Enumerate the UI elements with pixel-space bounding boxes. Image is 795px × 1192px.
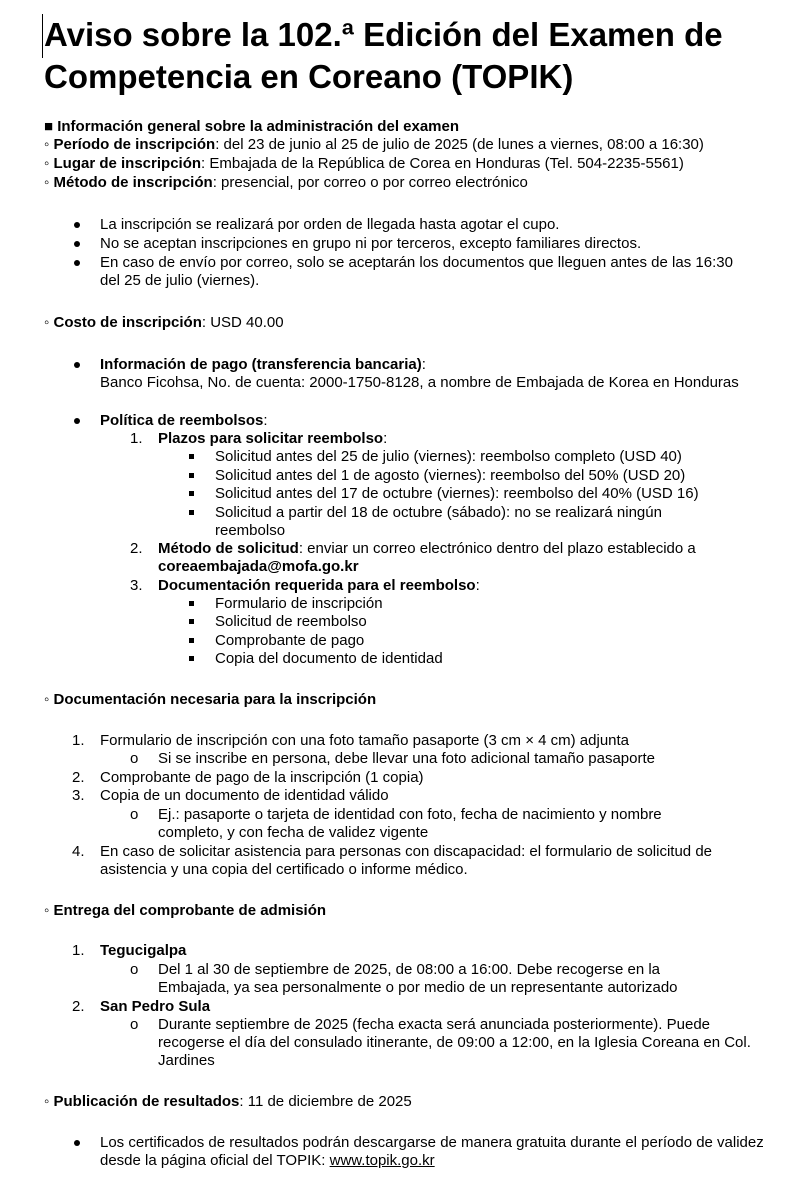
document-item: Copia de un documento de identidad válido	[100, 787, 389, 804]
document-subitem: Ej.: pasaporte o tarjeta de identidad con foto, fecha de nacimiento y nombre completo, y con fecha de validez vigente	[158, 806, 662, 841]
cost-line: ◦ Costo de inscripción: USD 40.00	[44, 314, 284, 331]
list-number: 1.	[130, 430, 143, 447]
deadline-item: Solicitud antes del 1 de agosto (viernes): reembolso del 50% (USD 20)	[215, 467, 686, 484]
refund-label: Política de reembolsos:	[100, 412, 268, 429]
deadline-item: Solicitud antes del 17 de octubre (viernes): reembolso del 40% (USD 16)	[215, 485, 699, 502]
city-tegucigalpa: Tegucigalpa	[100, 942, 187, 959]
list-number: 3.	[72, 787, 85, 804]
page-title: Aviso sobre la 102.ª Edición del Examen de Competencia en Coreano (TOPIK)	[44, 16, 723, 95]
bullet-dot	[74, 222, 80, 228]
deadline-item: Solicitud a partir del 18 de octubre (sábado): no se realizará ningún reembolso	[215, 504, 662, 539]
place-line: ◦ Lugar de inscripción: Embajada de la República de Corea en Honduras (Tel. 504-2235-5561)	[44, 155, 684, 172]
city-detail: Durante septiembre de 2025 (fecha exacta será anunciada posteriormente). Puede recogerse el día del consulado itinerante, de 09:00 a 12:00, en la Iglesia Coreana en Col. Jardines	[158, 1016, 751, 1069]
bullet-square	[189, 601, 194, 606]
refund-doc-item: Copia del documento de identidad	[215, 650, 443, 667]
topik-link[interactable]: www.topik.go.kr	[329, 1152, 435, 1169]
bullet-square	[189, 473, 194, 478]
results-line: ◦ Publicación de resultados: 11 de diciembre de 2025	[44, 1093, 412, 1110]
note-item: La inscripción se realizará por orden de llegada hasta agotar el cupo.	[100, 216, 560, 233]
list-number: 1.	[72, 942, 85, 959]
deadline-item: Solicitud antes del 25 de julio (viernes): reembolso completo (USD 40)	[215, 448, 682, 465]
list-number: 4.	[72, 843, 85, 860]
sub-bullet: o	[130, 961, 139, 978]
list-number: 2.	[130, 540, 143, 557]
note-item: En caso de envío por correo, solo se aceptarán los documentos que lleguen antes de las 16:30 del 25 de julio (viernes).	[100, 254, 733, 289]
list-number: 1.	[72, 732, 85, 749]
refund-docs-label: Documentación requerida para el reembolso:	[158, 577, 480, 594]
list-number: 3.	[130, 577, 143, 594]
payment-label: Información de pago (transferencia bancaria):	[100, 356, 426, 373]
documents-heading: ◦ Documentación necesaria para la inscripción	[44, 691, 377, 708]
refund-doc-item: Solicitud de reembolso	[215, 613, 367, 630]
list-number: 2.	[72, 998, 85, 1015]
refund-deadlines-label: Plazos para solicitar reembolso:	[158, 430, 388, 447]
bullet-square	[189, 510, 194, 515]
bullet-square	[189, 619, 194, 624]
document-item: En caso de solicitar asistencia para personas con discapacidad: el formulario de solicitud de asistencia y una copia del certificado o informe médico.	[100, 843, 713, 878]
bullet-square	[189, 656, 194, 661]
bullet-square	[189, 638, 194, 643]
note-item: No se aceptan inscripciones en grupo ni por terceros, excepto familiares directos.	[100, 235, 642, 252]
bullet-dot	[74, 241, 80, 247]
city-detail: Del 1 al 30 de septiembre de 2025, de 08:00 a 16:00. Debe recogerse en la Embajada, ya sea personalmente o por medio de un representante autorizado	[158, 961, 678, 996]
bullet-dot	[74, 1140, 80, 1146]
bullet-square	[189, 491, 194, 496]
city-san-pedro-sula: San Pedro Sula	[100, 998, 211, 1015]
refund-doc-item: Formulario de inscripción	[215, 595, 383, 612]
sub-bullet: o	[130, 806, 139, 823]
period-line: ◦ Período de inscripción: del 23 de junio al 25 de julio de 2025 (de lunes a viernes, 08:00 a 16:30)	[44, 136, 704, 153]
sub-bullet: o	[130, 1016, 139, 1033]
payment-detail: Banco Ficohsa, No. de cuenta: 2000-1750-8128, a nombre de Embajada de Korea en Honduras	[100, 374, 739, 391]
bullet-dot	[74, 362, 80, 368]
method-line: ◦ Método de inscripción: presencial, por correo o por correo electrónico	[44, 174, 528, 191]
refund-method: Método de solicitud: enviar un correo electrónico dentro del plazo establecido a	[158, 540, 696, 557]
document-subitem: Si se inscribe en persona, debe llevar una foto adicional tamaño pasaporte	[158, 750, 655, 767]
sub-bullet: o	[130, 750, 139, 767]
document-item: Formulario de inscripción con una foto tamaño pasaporte (3 cm × 4 cm) adjunta	[100, 732, 630, 749]
results-note: Los certificados de resultados podrán descargarse de manera gratuita durante el período de validez desde la página oficial del TOPIK: www.topik.go.kr	[100, 1134, 764, 1169]
refund-email: coreaembajada@mofa.go.kr	[158, 558, 359, 575]
refund-doc-item: Comprobante de pago	[215, 632, 365, 649]
section-heading-general: ■ Información general sobre la administración del examen	[44, 118, 460, 135]
bullet-square	[189, 454, 194, 459]
bullet-dot	[74, 260, 80, 266]
bullet-dot	[74, 418, 80, 424]
text-cursor	[42, 14, 43, 58]
list-number: 2.	[72, 769, 85, 786]
document-item: Comprobante de pago de la inscripción (1 copia)	[100, 769, 424, 786]
delivery-heading: ◦ Entrega del comprobante de admisión	[44, 902, 327, 919]
